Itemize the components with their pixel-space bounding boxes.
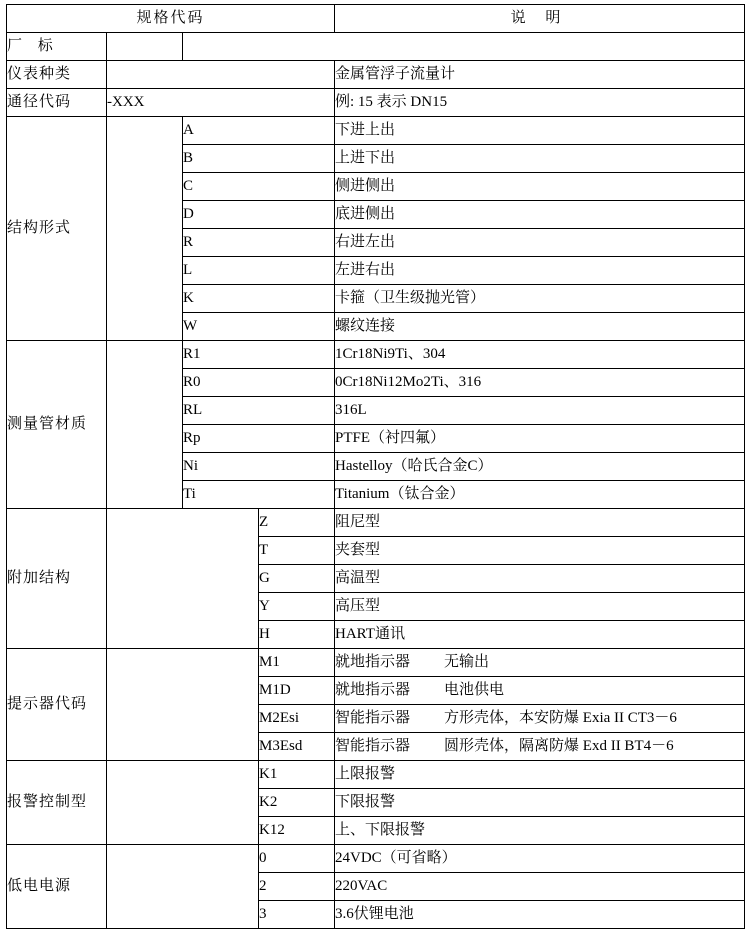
alarm-code-0: K1 — [259, 761, 335, 789]
extra-desc-1: 夹套型 — [335, 537, 745, 565]
table-row — [7, 649, 745, 677]
structure-desc-0: 下进上出 — [335, 117, 745, 145]
material-code-1: R0 — [183, 369, 335, 397]
row-diameter-label: 通径代码 — [7, 89, 107, 117]
table-row — [7, 33, 745, 61]
material-desc-1: 0Cr18Ni12Mo2Ti、316 — [335, 369, 745, 397]
material-code-2: RL — [183, 397, 335, 425]
extra-code-3: Y — [259, 593, 335, 621]
material-desc-4: Hastelloy（哈氏合金C） — [335, 453, 745, 481]
structure-code-0: A — [183, 117, 335, 145]
header-desc-cell: 说 明 — [335, 5, 745, 33]
power-code-0: 0 — [259, 845, 335, 873]
group-power-spacer — [107, 845, 259, 929]
indicator-desc-2 — [335, 705, 745, 733]
power-code-1: 2 — [259, 873, 335, 901]
indicator-desc-1 — [335, 677, 745, 705]
extra-desc-2: 高温型 — [335, 565, 745, 593]
table-row — [7, 509, 745, 537]
material-code-5: Ti — [183, 481, 335, 509]
material-desc-5: Titanium（钛合金） — [335, 481, 745, 509]
indicator-desc1-1: 就地指示器 — [335, 682, 411, 699]
power-desc-1: 220VAC — [335, 873, 745, 901]
indicator-desc2-1: 电池供电 — [444, 682, 505, 699]
group-extra-label: 附加结构 — [7, 509, 107, 649]
group-power-label: 低电电源 — [7, 845, 107, 929]
header-code-cell: 规格代码 — [7, 5, 335, 33]
row-brand-code — [107, 33, 183, 61]
row-diameter-desc: 例: 15 表示 DN15 — [335, 89, 745, 117]
material-code-0: R1 — [183, 341, 335, 369]
material-desc-3: PTFE（衬四氟） — [335, 425, 745, 453]
structure-desc-7: 螺纹连接 — [335, 313, 745, 341]
structure-code-5: L — [183, 257, 335, 285]
table-row — [7, 117, 745, 145]
group-material-spacer — [107, 341, 183, 509]
group-alarm-spacer — [107, 761, 259, 845]
structure-code-3: D — [183, 201, 335, 229]
alarm-desc-2: 上、下限报警 — [335, 817, 745, 845]
structure-desc-1: 上进下出 — [335, 145, 745, 173]
indicator-desc1-3: 智能指示器 — [335, 738, 411, 755]
indicator-desc-0 — [335, 649, 745, 677]
indicator-code-1: M1D — [259, 677, 335, 705]
extra-desc-0: 阻尼型 — [335, 509, 745, 537]
structure-code-2: C — [183, 173, 335, 201]
alarm-desc-1: 下限报警 — [335, 789, 745, 817]
indicator-code-2: M2Esi — [259, 705, 335, 733]
structure-desc-6: 卡箍（卫生级抛光管） — [335, 285, 745, 313]
table-row — [7, 341, 745, 369]
extra-code-1: T — [259, 537, 335, 565]
material-code-4: Ni — [183, 453, 335, 481]
structure-code-1: B — [183, 145, 335, 173]
table-row — [7, 61, 745, 89]
indicator-code-3: M3Esd — [259, 733, 335, 761]
structure-code-7: W — [183, 313, 335, 341]
extra-code-2: G — [259, 565, 335, 593]
table-header-row — [7, 5, 745, 33]
table-row — [7, 845, 745, 873]
structure-code-4: R — [183, 229, 335, 257]
extra-desc-3: 高压型 — [335, 593, 745, 621]
extra-code-4: H — [259, 621, 335, 649]
material-desc-0: 1Cr18Ni9Ti、304 — [335, 341, 745, 369]
group-alarm-label: 报警控制型 — [7, 761, 107, 845]
power-desc-0: 24VDC（可省略） — [335, 845, 745, 873]
spec-code-table-page — [0, 4, 750, 940]
structure-desc-2: 侧进侧出 — [335, 173, 745, 201]
spec-table — [6, 4, 745, 929]
alarm-code-1: K2 — [259, 789, 335, 817]
group-indicator-label: 提示器代码 — [7, 649, 107, 761]
extra-desc-4: HART通讯 — [335, 621, 745, 649]
structure-desc-3: 底进侧出 — [335, 201, 745, 229]
indicator-desc2-0: 无输出 — [444, 654, 490, 671]
indicator-desc2-2: 方形壳体，本安防爆 Exia II CT3－6 — [444, 710, 677, 727]
indicator-desc-3 — [335, 733, 745, 761]
indicator-code-0: M1 — [259, 649, 335, 677]
structure-desc-5: 左进右出 — [335, 257, 745, 285]
power-code-2: 3 — [259, 901, 335, 929]
row-instrument-type-code — [107, 61, 335, 89]
row-diameter-code: -XXX — [107, 89, 335, 117]
alarm-desc-0: 上限报警 — [335, 761, 745, 789]
power-desc-2: 3.6伏锂电池 — [335, 901, 745, 929]
table-row — [7, 761, 745, 789]
alarm-code-2: K12 — [259, 817, 335, 845]
group-structure-label: 结构形式 — [7, 117, 107, 341]
group-indicator-spacer — [107, 649, 259, 761]
group-extra-spacer — [107, 509, 259, 649]
row-brand-label: 厂 标 — [7, 33, 107, 61]
group-structure-spacer — [107, 117, 183, 341]
extra-code-0: Z — [259, 509, 335, 537]
structure-code-6: K — [183, 285, 335, 313]
row-brand-desc — [183, 33, 745, 61]
row-instrument-type-desc: 金属管浮子流量计 — [335, 61, 745, 89]
structure-desc-4: 右进左出 — [335, 229, 745, 257]
indicator-desc1-2: 智能指示器 — [335, 710, 411, 727]
group-material-label: 测量管材质 — [7, 341, 107, 509]
indicator-desc2-3: 圆形壳体，隔离防爆 Exd II BT4－6 — [444, 738, 674, 755]
row-instrument-type-label: 仪表种类 — [7, 61, 107, 89]
material-desc-2: 316L — [335, 397, 745, 425]
table-row — [7, 89, 745, 117]
material-code-3: Rp — [183, 425, 335, 453]
indicator-desc1-0: 就地指示器 — [335, 654, 411, 671]
